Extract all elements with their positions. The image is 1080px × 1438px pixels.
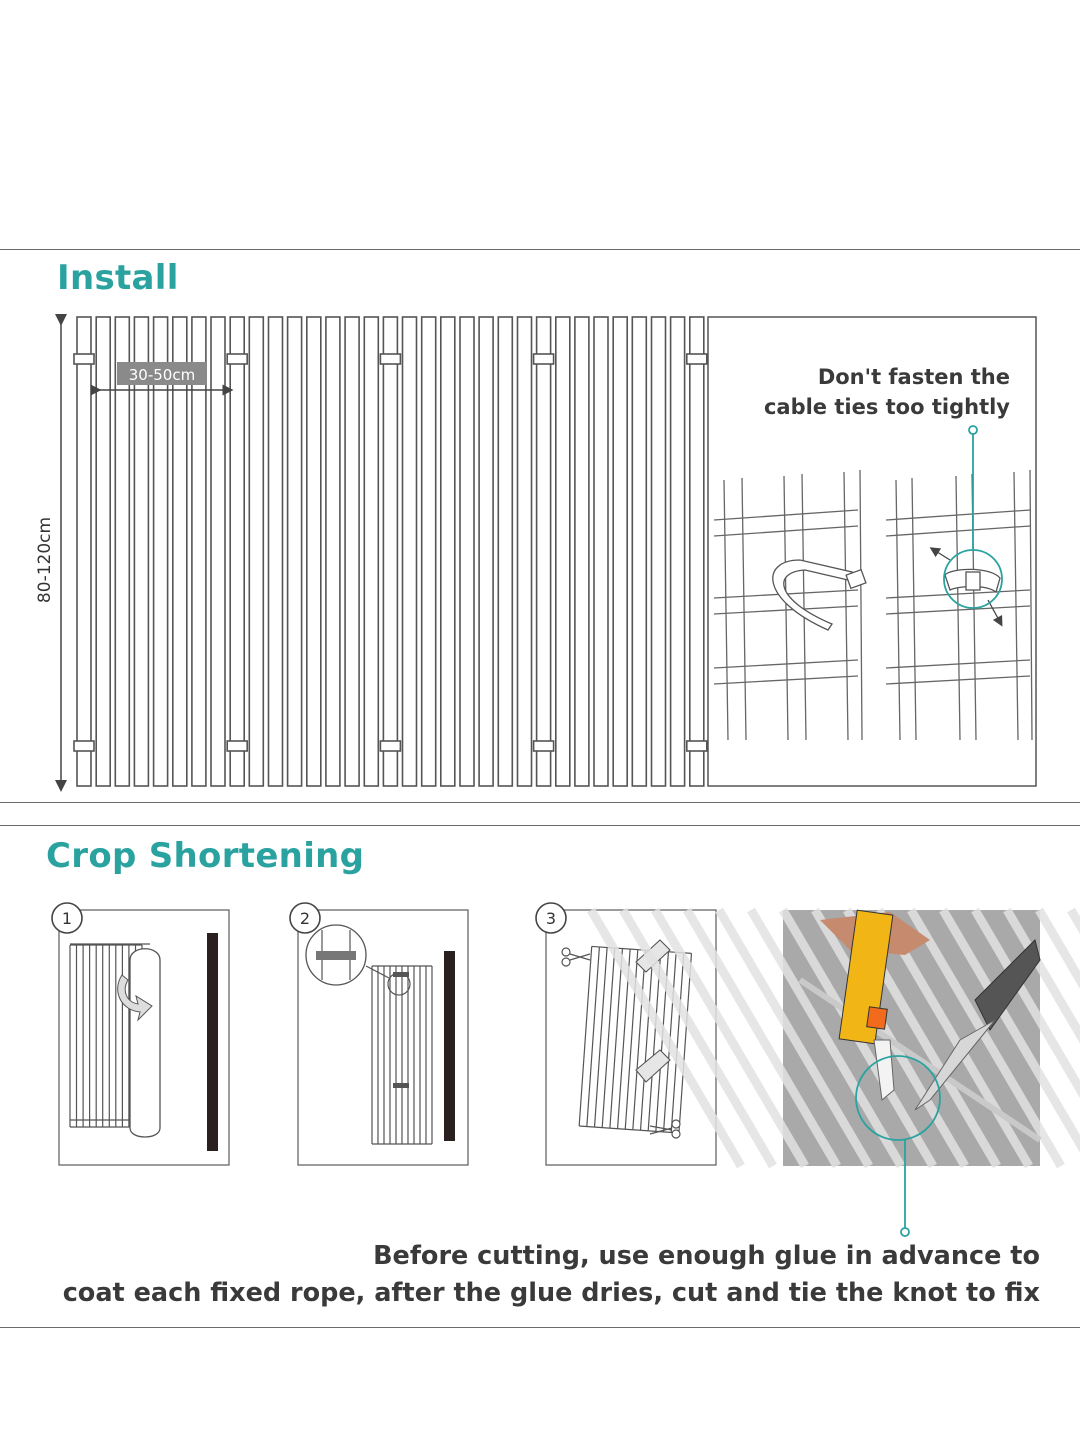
fence-slat: [671, 317, 685, 786]
slat-tie: [534, 354, 554, 364]
slat-tie: [687, 741, 707, 751]
crop-shortening-heading: Crop Shortening: [46, 836, 365, 876]
fence-slat: [192, 317, 206, 786]
fence-slat: [479, 317, 493, 786]
cable-tie-caption: [710, 362, 1010, 422]
fence-slat: [498, 317, 512, 786]
glue-caption: [40, 1238, 1040, 1312]
fence-slat: [460, 317, 474, 786]
fence-slat: [422, 317, 436, 786]
fence-slat: [173, 317, 187, 786]
fence-slat: [594, 317, 608, 786]
fence-slat: [134, 317, 148, 786]
glue-caption-line: Before cutting, use enough glue in advance to: [373, 1241, 1040, 1271]
slat-tie: [74, 741, 94, 751]
fence-slat: [690, 317, 704, 786]
fence-slat: [575, 317, 589, 786]
fence-slat: [96, 317, 110, 786]
step-number: 3: [545, 909, 557, 928]
fence-slat: [632, 317, 646, 786]
slat-tie: [380, 741, 400, 751]
fence-slats: [74, 317, 707, 786]
step-number: 1: [61, 909, 73, 928]
height-label: 80-120cm: [35, 516, 55, 604]
fence-slat: [383, 317, 397, 786]
step-number: 2: [299, 909, 311, 928]
fence-slat: [326, 317, 340, 786]
slat-tie: [687, 354, 707, 364]
fence-slat: [403, 317, 417, 786]
fence-slat: [441, 317, 455, 786]
fence-slat: [364, 317, 378, 786]
fence-slat: [613, 317, 627, 786]
slat-tie: [227, 741, 247, 751]
fence-slat: [652, 317, 666, 786]
fence-slat: [77, 317, 91, 786]
glue-caption-line: coat each fixed rope, after the glue dries, cut and tie the knot to fix: [62, 1278, 1040, 1308]
fence-slat: [307, 317, 321, 786]
fence-slat: [269, 317, 283, 786]
fence-slat: [556, 317, 570, 786]
fence-slat: [211, 317, 225, 786]
fence-slat: [288, 317, 302, 786]
step-1-panel: [52, 903, 229, 1165]
spacing-label: 30-50cm: [128, 366, 196, 384]
slat-tie: [534, 741, 554, 751]
cable-tie-caption-line: cable ties too tightly: [763, 395, 1010, 419]
height-dimension: [35, 320, 61, 786]
step-2-panel: [290, 903, 468, 1165]
slat-tie: [380, 354, 400, 364]
fence-slat: [345, 317, 359, 786]
cable-tie-caption-line: Don't fasten the: [817, 365, 1010, 389]
slat-tie: [74, 354, 94, 364]
fence-slat: [518, 317, 532, 786]
install-heading: Install: [57, 258, 179, 298]
fence-slat: [115, 317, 129, 786]
step-3-panel: [536, 903, 716, 1165]
fence-slat: [537, 317, 551, 786]
fence-slat: [249, 317, 263, 786]
fence-slat: [230, 317, 244, 786]
fence-slat: [154, 317, 168, 786]
slat-tie: [227, 354, 247, 364]
